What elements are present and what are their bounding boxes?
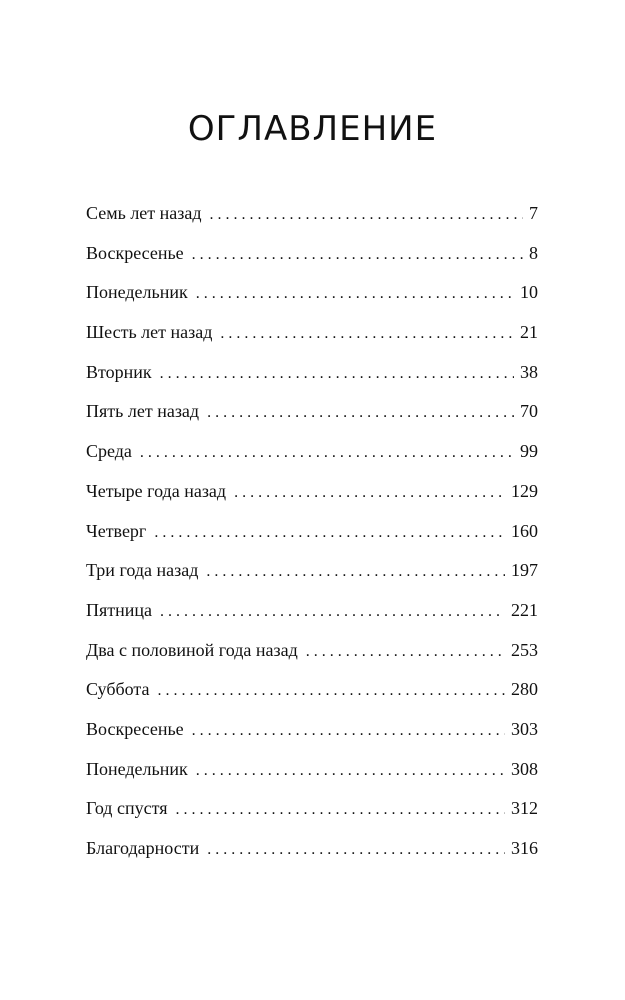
toc-entry-page: 316 — [511, 838, 538, 858]
toc-leader-dots — [196, 756, 505, 786]
toc-entry-label: Воскресенье — [86, 242, 184, 263]
toc-entry — [86, 754, 538, 794]
toc-leader-dots — [160, 597, 505, 627]
toc-entry-page: 21 — [520, 322, 538, 343]
toc-entry-page: 253 — [511, 639, 538, 660]
toc-entry-label: Четыре года назад — [86, 480, 227, 501]
toc-entry-label: Четверг — [86, 520, 147, 541]
toc-entry — [86, 555, 538, 595]
toc-entry-page: 221 — [511, 599, 538, 620]
toc-entry-page: 38 — [520, 361, 538, 382]
toc-leader-dots — [220, 319, 514, 349]
toc-leader-dots — [207, 398, 514, 428]
toc-entry — [86, 674, 538, 714]
toc-entry-page: 160 — [511, 520, 538, 541]
toc-entry-page: 8 — [529, 242, 538, 263]
toc-leader-dots — [207, 835, 505, 865]
toc-entry-label: Благодарности — [86, 838, 200, 858]
toc-entry — [86, 277, 538, 317]
toc-entry-label: Пять лет назад — [86, 401, 200, 422]
toc-entry-label: Вторник — [86, 361, 152, 382]
toc-entry-page: 70 — [520, 401, 538, 422]
toc-entry-page: 312 — [511, 798, 538, 819]
toc-leader-dots — [206, 557, 505, 587]
toc-entry — [86, 793, 538, 833]
toc-entry-page: 129 — [511, 480, 538, 501]
toc-entry — [86, 436, 538, 476]
toc-entry — [86, 476, 538, 516]
toc-entry — [86, 317, 538, 357]
toc-entry — [86, 833, 538, 873]
toc-entry-label: Три года назад — [86, 560, 199, 581]
toc-entry — [86, 357, 538, 397]
toc-entry-label: Понедельник — [86, 282, 188, 303]
toc-leader-dots — [192, 716, 505, 746]
toc-entry-page: 10 — [520, 282, 538, 303]
toc-entry-label: Суббота — [86, 679, 150, 700]
toc-entry-label: Воскресенье — [86, 718, 184, 739]
toc-entry-label: Семь лет назад — [86, 203, 202, 223]
toc-entry — [86, 635, 538, 675]
page-title: ОГЛАВЛЕНИЕ — [187, 109, 438, 149]
toc-entry-label: Понедельник — [86, 758, 188, 779]
toc-entry-label: Шесть лет назад — [86, 322, 213, 343]
toc-entry-label: Год спустя — [86, 798, 168, 819]
toc-entry-label: Два с половиной года назад — [86, 639, 298, 660]
toc-entry-page: 7 — [529, 203, 538, 223]
toc-entry-label: Пятница — [86, 599, 153, 620]
toc-list — [86, 198, 538, 873]
toc-leader-dots — [160, 359, 514, 389]
toc-leader-dots — [306, 637, 505, 667]
toc-entry-page: 280 — [511, 679, 538, 700]
toc-entry — [86, 595, 538, 635]
toc-entry — [86, 516, 538, 556]
toc-entry — [86, 198, 538, 238]
toc-entry-page: 99 — [520, 441, 538, 462]
toc-leader-dots — [210, 200, 523, 230]
toc-leader-dots — [140, 438, 514, 468]
toc-leader-dots — [192, 240, 523, 270]
toc-entry-page: 308 — [511, 758, 538, 779]
toc-entry — [86, 714, 538, 754]
toc-entry-page: 303 — [511, 718, 538, 739]
toc-leader-dots — [196, 279, 514, 309]
toc-leader-dots — [154, 518, 505, 548]
toc-leader-dots — [175, 795, 505, 825]
toc-leader-dots — [234, 478, 505, 508]
toc-entry-page: 197 — [511, 560, 538, 581]
toc-entry — [86, 238, 538, 278]
toc-leader-dots — [157, 676, 505, 706]
toc-entry — [86, 396, 538, 436]
toc-entry-label: Среда — [86, 441, 132, 462]
